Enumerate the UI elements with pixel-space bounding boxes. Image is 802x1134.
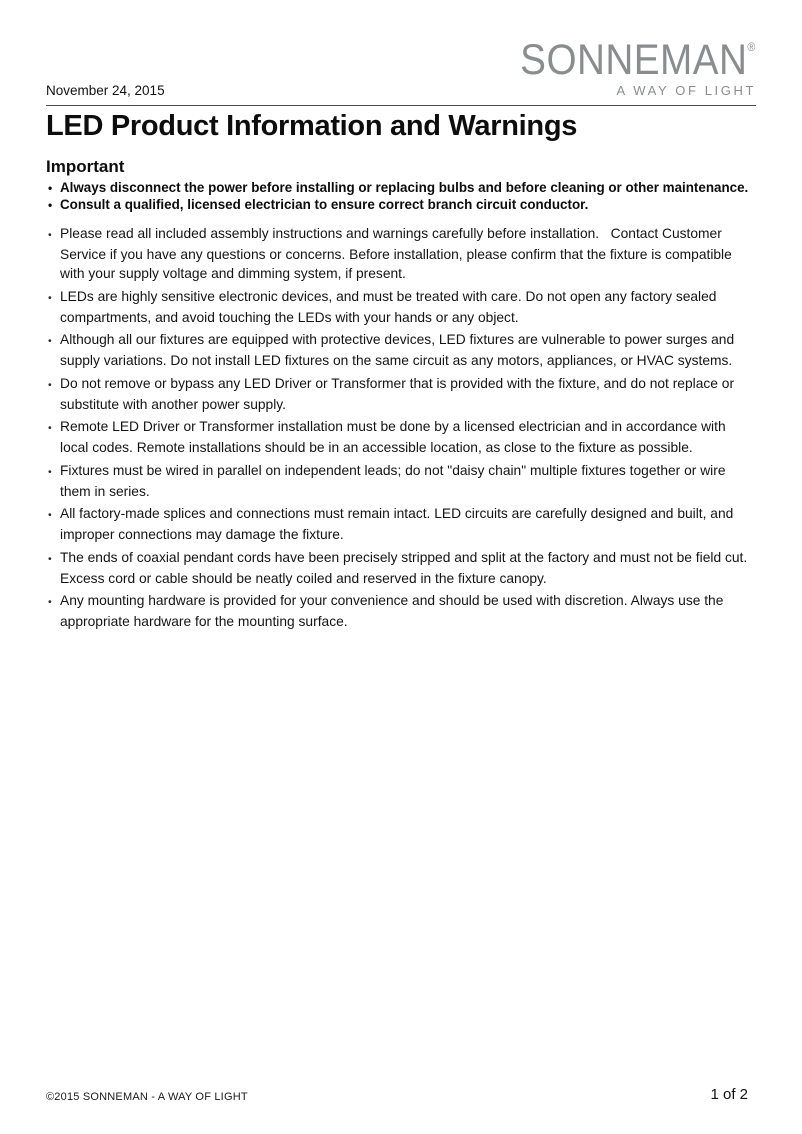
warning-bullet: • Do not remove or bypass any LED Driver or Transformer that is provided with the fixture, and do not replace or substitute with another power supply. xyxy=(60,374,756,414)
warning-bullet: • The ends of coaxial pendant cords have been precisely stripped and split at the factory and must not be field cut. Excess cord or cable should be neatly coiled and reserved in the fixture canopy. xyxy=(60,548,756,588)
page-title: LED Product Information and Warnings xyxy=(46,110,578,142)
registered-trademark-symbol: ® xyxy=(747,40,756,54)
important-heading: Important xyxy=(46,156,125,176)
page-header xyxy=(46,0,756,106)
important-bullet: • Consult a qualified, licensed electrician to ensure correct branch circuit conductor. xyxy=(60,197,756,214)
sonneman-logo xyxy=(494,36,756,98)
important-bullet: • Always disconnect the power before installing or replacing bulbs and before cleaning or other maintenance. xyxy=(60,180,756,197)
warning-bullet: • All factory-made splices and connections must remain intact. LED circuits are carefully designed and built, and improper connections may damage the fixture. xyxy=(60,504,756,544)
warning-bullet: • Remote LED Driver or Transformer installation must be done by a licensed electrician and in accordance with local codes. Remote installations should be in an accessible location, as close to the fixture as possible. xyxy=(60,417,756,457)
warning-bullet: • LEDs are highly sensitive electronic devices, and must be treated with care. Do not open any factory sealed compartments, and avoid touching the LEDs with your hands or any object. xyxy=(60,287,756,327)
warning-bullet: • Any mounting hardware is provided for your convenience and should be used with discretion. Always use the appropriate hardware for the mounting surface. xyxy=(60,591,756,631)
logo-tagline: A WAY OF LIGHT xyxy=(616,82,756,98)
important-bullet-list xyxy=(46,180,756,213)
warning-bullet: • Please read all included assembly instructions and warnings carefully before installation. Contact Customer Service if you have any questions or concerns. Before installation, please confirm that the fixture is compatible with your supply voltage and dimming system, if present. xyxy=(60,224,756,283)
page-number: 1 of 2 xyxy=(710,1086,748,1103)
document-date: November 24, 2015 xyxy=(46,83,165,98)
copyright-notice: ©2015 SONNEMAN - A WAY OF LIGHT xyxy=(46,1091,248,1103)
warnings-bullet-list xyxy=(46,224,756,631)
warning-bullet: • Fixtures must be wired in parallel on independent leads; do not "daisy chain" multiple fixtures together or wire them in series. xyxy=(60,461,756,501)
warning-bullet: • Although all our fixtures are equipped with protective devices, LED fixtures are vulnerable to power surges and supply variations. Do not install LED fixtures on the same circuit as any motors, appliances, or HVAC systems. xyxy=(60,330,756,370)
page-footer xyxy=(46,1086,756,1103)
logo-text: SONNEMAN xyxy=(520,36,748,84)
logo-wordmark xyxy=(520,36,756,84)
